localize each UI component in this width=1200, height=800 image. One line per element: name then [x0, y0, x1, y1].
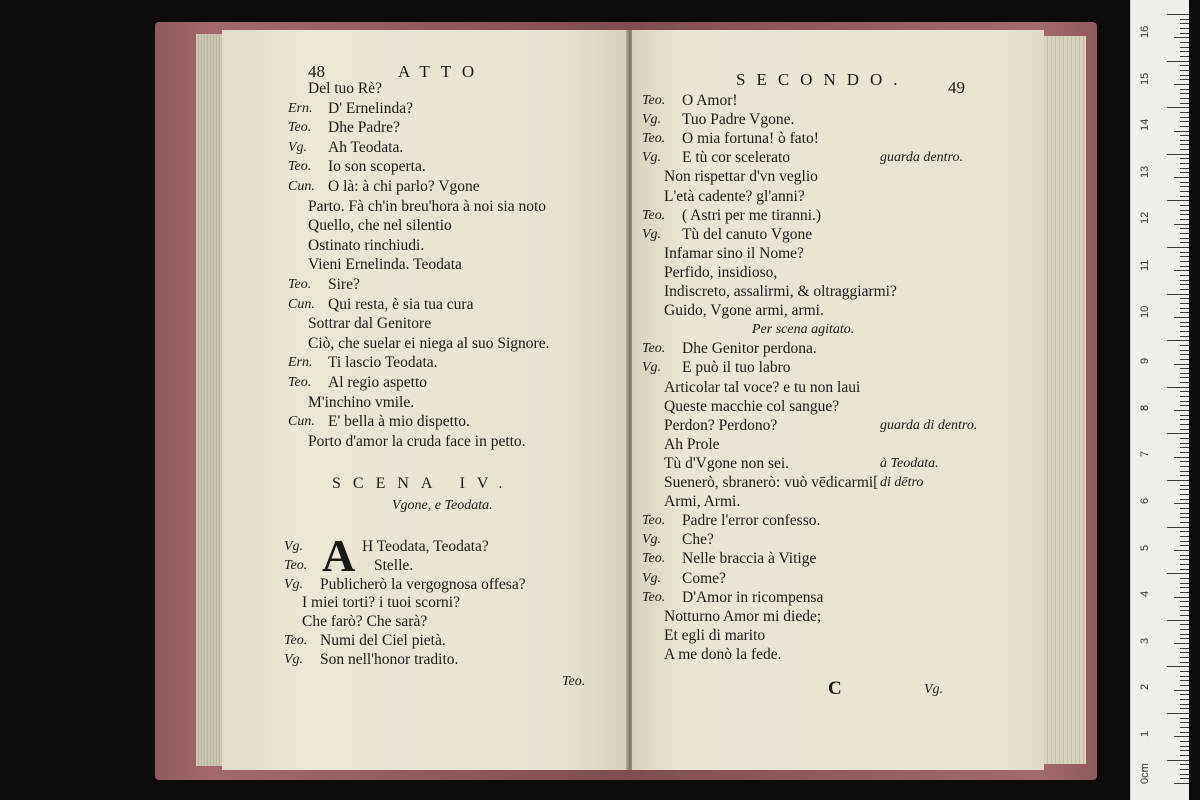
ruler-tick: [1180, 158, 1189, 159]
speaker-label: Vg.: [284, 576, 304, 592]
ruler-number: 9: [1139, 358, 1151, 365]
ruler-tick: [1167, 713, 1189, 714]
verse-text: E tù cor scelerato: [682, 149, 791, 167]
measuring-ruler: [1130, 0, 1189, 800]
ruler-tick: [1180, 727, 1189, 728]
ruler-tick: [1180, 121, 1189, 122]
verse-text: Stelle.: [374, 556, 414, 574]
ruler-number: 10: [1139, 305, 1151, 318]
ruler-tick: [1180, 280, 1189, 281]
catchword: Teo.: [562, 674, 586, 689]
ruler-number: 5: [1139, 544, 1151, 551]
speaker-label: Teo.: [284, 557, 308, 573]
speaker-label: Teo.: [642, 93, 666, 108]
left-page: [222, 30, 628, 770]
stage-direction: guarda dentro.: [880, 150, 963, 166]
verse-text: Numi del Ciel pietà.: [320, 632, 446, 649]
ruler-tick: [1167, 666, 1189, 667]
ruler-tick: [1180, 28, 1189, 29]
ruler-tick: [1180, 308, 1189, 309]
ruler-tick: [1180, 405, 1189, 406]
right-page-edges: [1040, 36, 1086, 764]
ruler-number: 3: [1139, 637, 1151, 644]
ruler-tick: [1180, 536, 1189, 537]
ruler-tick: [1180, 545, 1189, 546]
ruler-tick: [1180, 373, 1189, 374]
verse-text: E può il tuo labro: [682, 359, 791, 377]
ruler-tick: [1180, 657, 1189, 658]
verse-text: Infamar sino il Nome?: [664, 244, 804, 262]
ruler-tick: [1180, 680, 1189, 681]
ruler-tick: [1180, 774, 1189, 775]
ruler-tick: [1167, 247, 1189, 248]
speaker-label: Teo.: [288, 159, 312, 175]
ruler-tick: [1180, 47, 1189, 48]
ruler-tick: [1180, 266, 1189, 267]
ruler-tick: [1167, 433, 1189, 434]
verse-text: Ti lascio Teodata.: [328, 354, 438, 372]
verse-text: Dhe Padre?: [328, 119, 400, 137]
ruler-tick: [1180, 163, 1189, 164]
verse-text: D' Ernelinda?: [328, 99, 413, 117]
ruler-tick: [1180, 541, 1189, 542]
verse-text: Come?: [682, 569, 726, 587]
verse-text: Che farò? Che sarà?: [302, 613, 428, 631]
ruler-tick: [1167, 294, 1189, 295]
ruler-tick: [1174, 270, 1189, 271]
verse-text: Et egli di marito: [664, 626, 766, 644]
verse-text: Notturno Amor mi diede;: [664, 607, 822, 625]
ruler-number: 8: [1139, 404, 1151, 411]
scene-characters: Vgone, e Teodata.: [392, 498, 493, 513]
ruler-tick: [1180, 629, 1189, 630]
ruler-tick: [1180, 517, 1189, 518]
ruler-tick: [1180, 117, 1189, 118]
ruler-tick: [1180, 284, 1189, 285]
ruler-tick: [1180, 485, 1189, 486]
ruler-tick: [1180, 778, 1189, 779]
scene-title: SCENA IV.: [332, 475, 515, 492]
ruler-tick: [1174, 550, 1189, 551]
speaker-label: Teo.: [288, 120, 312, 136]
verse-text: E' bella à mio dispetto.: [328, 413, 470, 431]
ruler-tick: [1180, 564, 1189, 565]
ruler-tick: [1180, 51, 1189, 52]
ruler-tick: [1180, 345, 1189, 346]
ruler-number: 1: [1139, 730, 1151, 737]
ruler-tick: [1180, 336, 1189, 337]
ruler-tick: [1180, 587, 1189, 588]
ruler-number: 4: [1139, 591, 1151, 598]
stage-direction: guarda di dentro.: [880, 417, 978, 433]
ruler-tick: [1174, 224, 1189, 225]
ruler-tick: [1174, 317, 1189, 318]
ruler-tick: [1180, 79, 1189, 80]
verse-text: M'inchino vmile.: [308, 393, 415, 411]
ruler-tick: [1180, 368, 1189, 369]
ruler-tick: [1167, 527, 1189, 528]
speaker-label: Teo.: [642, 341, 666, 357]
verse-text: Guido, Vgone armi, armi.: [664, 302, 824, 320]
ruler-number: 11: [1139, 259, 1151, 271]
speaker-label: Teo.: [284, 633, 308, 648]
ruler-tick: [1180, 732, 1189, 733]
ruler-tick: [1180, 522, 1189, 523]
ruler-tick: [1180, 583, 1189, 584]
ruler-tick: [1180, 93, 1189, 94]
ruler-tick: [1180, 750, 1189, 751]
verse-text: Al regio aspetto: [328, 374, 428, 391]
ruler-tick: [1174, 643, 1189, 644]
ruler-tick: [1180, 489, 1189, 490]
verse-text: O mia fortuna! ò fato!: [682, 130, 819, 148]
ruler-tick: [1180, 699, 1189, 700]
ruler-tick: [1180, 652, 1189, 653]
verse-text: O Amor!: [682, 92, 738, 109]
verse-text: A me donò la fede.: [664, 645, 782, 663]
ruler-tick: [1180, 233, 1189, 234]
speaker-label: Teo.: [288, 375, 312, 390]
ruler-tick: [1180, 103, 1189, 104]
ruler-tick: [1180, 718, 1189, 719]
speaker-label: Teo.: [642, 131, 666, 147]
ruler-tick: [1180, 19, 1189, 20]
verse-text: Non rispettar d'vn veglio: [664, 168, 818, 186]
ruler-tick: [1180, 312, 1189, 313]
ruler-tick: [1180, 331, 1189, 332]
speaker-label: Cun.: [288, 179, 315, 194]
verse-text: Io son scoperta.: [328, 158, 426, 176]
ruler-tick: [1180, 168, 1189, 169]
ruler-tick: [1180, 396, 1189, 397]
speaker-label: Teo.: [642, 513, 666, 529]
verse-text: H Teodata, Teodata?: [362, 538, 489, 555]
ruler-tick: [1180, 471, 1189, 472]
speaker-label: Vg.: [642, 570, 662, 586]
ruler-tick: [1180, 89, 1189, 90]
speaker-label: Vg.: [284, 651, 304, 667]
ruler-tick: [1180, 256, 1189, 257]
ruler-tick: [1180, 219, 1189, 220]
page-number: 48: [308, 62, 325, 81]
ruler-tick: [1180, 172, 1189, 173]
verse-text: Tù del canuto Vgone: [682, 225, 813, 243]
ruler-tick: [1180, 438, 1189, 439]
running-head: ATTO: [398, 62, 486, 81]
ruler-tick: [1180, 746, 1189, 747]
ruler-tick: [1174, 736, 1189, 737]
ruler-tick: [1167, 154, 1189, 155]
stage-direction: di dētro: [880, 475, 924, 490]
ruler-tick: [1180, 443, 1189, 444]
stage-direction: à Teodata.: [880, 455, 939, 471]
ruler-number: 2: [1139, 684, 1151, 691]
speaker-label: Vg.: [288, 139, 308, 155]
ruler-tick: [1180, 601, 1189, 602]
ruler-number: 12: [1139, 212, 1151, 225]
speaker-label: Cun.: [288, 414, 315, 430]
ruler-number: 0cm: [1139, 762, 1151, 784]
speaker-label: Vg.: [642, 112, 662, 128]
verse-text: I miei torti? i tuoi scorni?: [302, 594, 460, 612]
ruler-tick: [1167, 61, 1189, 62]
ruler-tick: [1180, 662, 1189, 663]
ruler-tick: [1180, 708, 1189, 709]
verse-text: Padre l'error confesso.: [682, 512, 821, 530]
ruler-tick: [1180, 401, 1189, 402]
verse-text: Dhe Genitor perdona.: [682, 340, 817, 358]
ruler-number: 15: [1139, 72, 1151, 85]
verse-text: Queste macchie col sangue?: [664, 397, 840, 415]
speaker-label: Vg.: [642, 150, 662, 166]
ruler-tick: [1180, 676, 1189, 677]
ruler-tick: [1180, 242, 1189, 243]
ruler-number: 13: [1139, 165, 1151, 178]
verse-text: Indiscreto, assalirmi, & oltraggiarmi?: [664, 283, 897, 300]
verse-text: Son nell'honor tradito.: [320, 650, 459, 668]
catchword: Vg.: [924, 682, 944, 697]
verse-text: Armi, Armi.: [664, 493, 741, 511]
ruler-tick: [1180, 634, 1189, 635]
ruler-tick: [1174, 37, 1189, 38]
ruler-tick: [1180, 648, 1189, 649]
ruler-tick: [1180, 610, 1189, 611]
ruler-tick: [1180, 126, 1189, 127]
speaker-label: Vg.: [642, 360, 662, 376]
speaker-label: Ern.: [288, 355, 313, 371]
speaker-label: Teo.: [288, 277, 312, 292]
ruler-tick: [1180, 186, 1189, 187]
ruler-tick: [1180, 452, 1189, 453]
ruler-tick: [1180, 508, 1189, 509]
running-head: SECONDO.: [736, 70, 909, 89]
ruler-tick: [1180, 592, 1189, 593]
ruler-tick: [1180, 70, 1189, 71]
speaker-label: Vg.: [642, 532, 662, 548]
ruler-tick: [1180, 559, 1189, 560]
verse-text: Ciò, che suelar ei niega al suo Signore.: [308, 334, 550, 352]
speaker-label: Teo.: [642, 551, 666, 567]
ruler-tick: [1180, 638, 1189, 639]
ruler-tick: [1180, 494, 1189, 495]
speaker-label: Cun.: [288, 296, 315, 312]
ruler-tick: [1180, 228, 1189, 229]
ruler-tick: [1180, 214, 1189, 215]
ruler-tick: [1174, 177, 1189, 178]
ruler-tick: [1180, 694, 1189, 695]
ruler-tick: [1180, 419, 1189, 420]
ruler-tick: [1174, 131, 1189, 132]
ruler-tick: [1180, 424, 1189, 425]
verse-text: Sire?: [328, 276, 360, 293]
ruler-tick: [1180, 23, 1189, 24]
drop-cap: A: [322, 530, 356, 581]
ruler-tick: [1180, 354, 1189, 355]
speaker-label: Teo.: [642, 589, 666, 605]
verse-text: Nelle braccia à Vitige: [682, 550, 817, 568]
verse-text: Quello, che nel silentio: [308, 217, 452, 235]
verse-text: Porto d'amor la cruda face in petto.: [308, 432, 526, 450]
ruler-tick: [1180, 377, 1189, 378]
verse-text: Vieni Ernelinda. Teodata: [308, 256, 462, 274]
ruler-tick: [1180, 391, 1189, 392]
signature-mark: C: [828, 678, 842, 699]
verse-text: O là: à chi parlo? Vgone: [328, 178, 480, 195]
ruler-tick: [1167, 760, 1189, 761]
verse-text: D'Amor in ricompensa: [682, 588, 824, 606]
verse-text: Sottrar dal Genitore: [308, 315, 432, 333]
ruler-tick: [1180, 615, 1189, 616]
ruler-tick: [1180, 499, 1189, 500]
verse-text: L'età cadente? gl'anni?: [664, 187, 805, 205]
page-number: 49: [948, 78, 965, 97]
ruler-tick: [1180, 350, 1189, 351]
ruler-tick: [1167, 573, 1189, 574]
ruler-tick: [1180, 149, 1189, 150]
speaker-label: Teo.: [642, 207, 666, 223]
ruler-tick: [1180, 461, 1189, 462]
ruler-tick: [1180, 144, 1189, 145]
ruler-tick: [1180, 685, 1189, 686]
ruler-tick: [1167, 387, 1189, 388]
verse-text: Qui resta, è sia tua cura: [328, 295, 474, 313]
ruler-tick: [1180, 196, 1189, 197]
ruler-tick: [1180, 555, 1189, 556]
ruler-tick: [1180, 140, 1189, 141]
verse-text: Articolar tal voce? e tu non laui: [664, 378, 861, 396]
verse-text: Ostinato rinchiudi.: [308, 236, 425, 254]
ruler-tick: [1180, 429, 1189, 430]
speaker-label: Ern.: [288, 100, 313, 116]
ruler-tick: [1167, 200, 1189, 201]
verse-text: Ah Prole: [664, 435, 720, 453]
ruler-tick: [1167, 14, 1189, 15]
ruler-tick: [1180, 205, 1189, 206]
speaker-label: Vg.: [284, 539, 304, 554]
ruler-tick: [1180, 624, 1189, 625]
verse-text: Del tuo Rè?: [308, 80, 383, 97]
ruler-tick: [1180, 578, 1189, 579]
ruler-tick: [1180, 755, 1189, 756]
ruler-number: 6: [1139, 497, 1151, 504]
ruler-tick: [1180, 764, 1189, 765]
stage-direction: Per scena agitato.: [752, 322, 855, 338]
ruler-number: 16: [1139, 25, 1151, 38]
right-page: [632, 30, 1044, 770]
verse-text: Ah Teodata.: [328, 138, 404, 156]
verse-text: ( Astri per me tiranni.): [682, 206, 822, 224]
verse-text: Tuo Padre Vgone.: [682, 111, 795, 129]
ruler-tick: [1180, 135, 1189, 136]
verse-text: Publicherò la vergognosa offesa?: [320, 575, 526, 593]
ruler-tick: [1180, 42, 1189, 43]
ruler-number: 7: [1139, 451, 1151, 458]
ruler-tick: [1180, 261, 1189, 262]
verse-text: Che?: [682, 531, 714, 549]
ruler-tick: [1180, 671, 1189, 672]
ruler-tick: [1174, 364, 1189, 365]
ruler-tick: [1180, 769, 1189, 770]
ruler-tick: [1180, 326, 1189, 327]
ruler-tick: [1180, 322, 1189, 323]
ruler-tick: [1174, 690, 1189, 691]
ruler-tick: [1180, 65, 1189, 66]
ruler-tick: [1174, 503, 1189, 504]
ruler-tick: [1174, 597, 1189, 598]
ruler-tick: [1180, 238, 1189, 239]
ruler-number: 14: [1139, 118, 1151, 132]
ruler-tick: [1180, 569, 1189, 570]
ruler-tick: [1180, 298, 1189, 299]
verse-text: Perdon? Perdono?: [664, 416, 778, 434]
ruler-tick: [1180, 275, 1189, 276]
ruler-tick: [1180, 741, 1189, 742]
ruler-tick: [1174, 783, 1189, 784]
ruler-tick: [1174, 84, 1189, 85]
ruler-tick: [1180, 475, 1189, 476]
ruler-tick: [1174, 457, 1189, 458]
ruler-tick: [1167, 340, 1189, 341]
ruler-tick: [1180, 513, 1189, 514]
ruler-tick: [1180, 56, 1189, 57]
ruler-tick: [1180, 447, 1189, 448]
ruler-tick: [1180, 415, 1189, 416]
ruler-tick: [1180, 531, 1189, 532]
ruler-tick: [1167, 620, 1189, 621]
ruler-tick: [1180, 112, 1189, 113]
ruler-tick: [1180, 466, 1189, 467]
verse-text: Perfido, insidioso,: [664, 263, 778, 281]
ruler-tick: [1180, 606, 1189, 607]
ruler-tick: [1167, 480, 1189, 481]
verse-text: Parto. Fà ch'in breu'hora à noi sia noto: [308, 197, 547, 215]
ruler-tick: [1180, 75, 1189, 76]
speaker-label: Vg.: [642, 226, 662, 242]
ruler-tick: [1180, 210, 1189, 211]
ruler-tick: [1180, 359, 1189, 360]
ruler-tick: [1180, 722, 1189, 723]
ruler-tick: [1180, 252, 1189, 253]
ruler-tick: [1180, 98, 1189, 99]
ruler-tick: [1167, 107, 1189, 108]
ruler-tick: [1180, 33, 1189, 34]
ruler-tick: [1180, 289, 1189, 290]
ruler-tick: [1180, 382, 1189, 383]
ruler-tick: [1180, 704, 1189, 705]
verse-text: Suenerò, sbranerò: vuò vēdicarmi[: [664, 474, 879, 491]
ruler-tick: [1180, 303, 1189, 304]
ruler-tick: [1180, 182, 1189, 183]
ruler-tick: [1180, 191, 1189, 192]
ruler-tick: [1174, 410, 1189, 411]
verse-text: Tù d'Vgone non sei.: [664, 454, 790, 472]
